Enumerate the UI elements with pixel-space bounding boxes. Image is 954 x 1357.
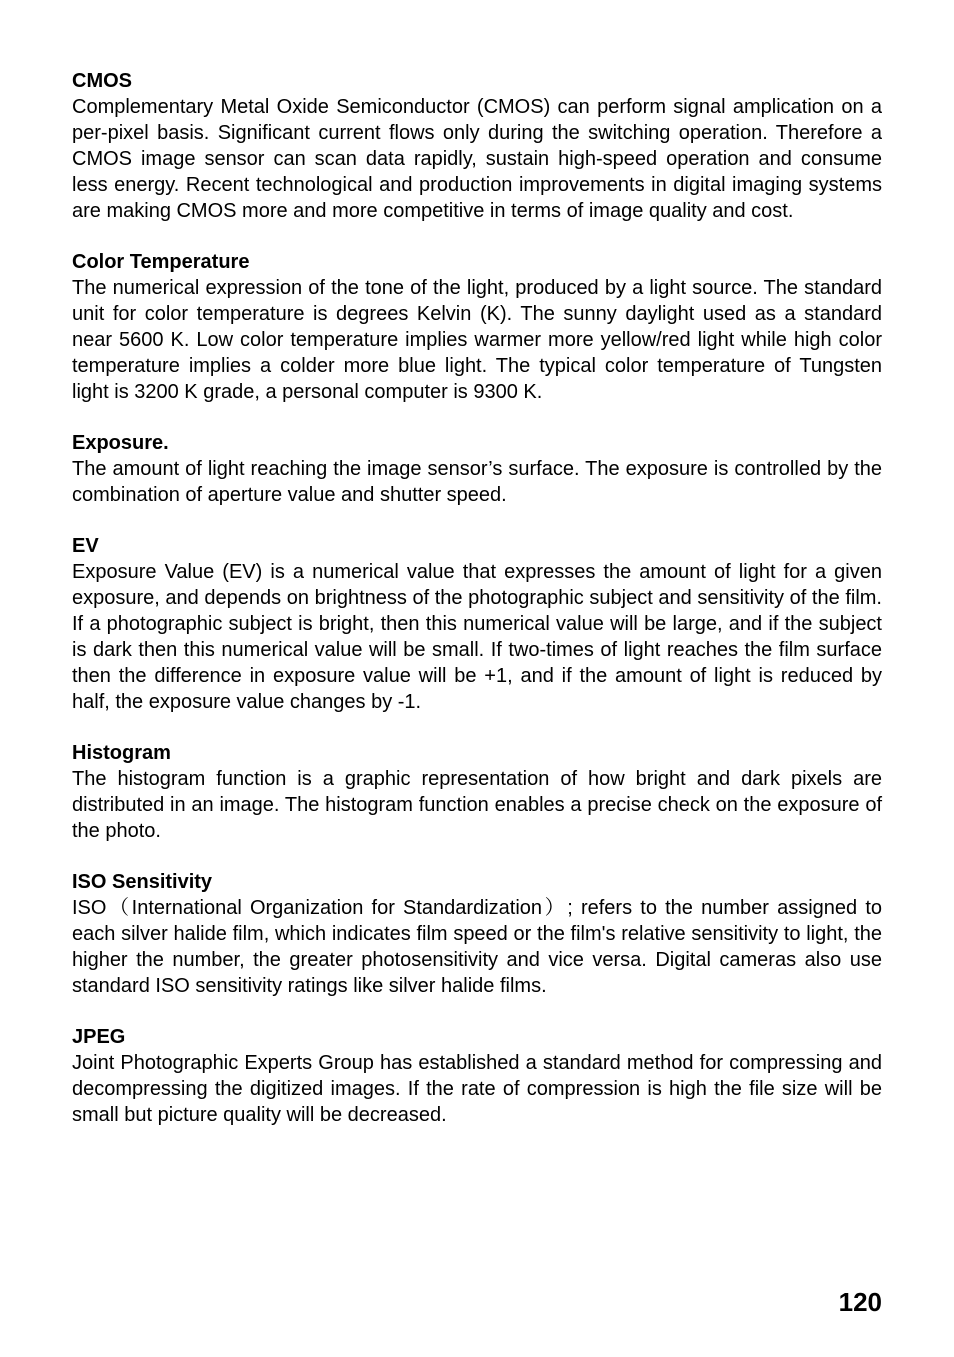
entry-definition: The numerical expression of the tone of the light, produced by a light source. The standard unit for color temperature is degrees Kelvin (K). The sunny daylight used as a standard near 5600 K. Low color temperature implies warmer more yellow/red light while high color temperature implies a colder more blue light. The typical color temperature of Tungsten light is 3200 K grade, a personal computer is 9300 K.	[72, 277, 882, 403]
glossary-entry-iso-sensitivity	[72, 869, 882, 999]
entry-term: Exposure.	[72, 432, 169, 454]
entry-definition: Complementary Metal Oxide Semiconductor (CMOS) can perform signal amplication on a per-pixel basis. Significant current flows only during the switching operation. Therefore a CMOS image sensor can scan data rapidly, sustain high-speed operation and consume less energy. Recent technological and production improvements in digital imaging systems are making CMOS more and more competitive in terms of image quality and cost.	[72, 96, 882, 222]
glossary-entry-histogram	[72, 740, 882, 844]
glossary-entry-jpeg	[72, 1024, 882, 1128]
glossary-page	[72, 68, 882, 1153]
glossary-entry-color-temperature	[72, 249, 882, 405]
entry-definition: Joint Photographic Experts Group has established a standard method for compressing and decompressing the digitized images. If the rate of compression is high the file size will be small but picture quality will be decreased.	[72, 1052, 882, 1126]
entry-term: EV	[72, 535, 99, 557]
entry-term: Color Temperature	[72, 251, 250, 273]
entry-term: JPEG	[72, 1026, 126, 1048]
glossary-entry-cmos	[72, 68, 882, 224]
entry-term: CMOS	[72, 70, 132, 92]
entry-definition: The amount of light reaching the image sensor’s surface. The exposure is controlled by the combination of aperture value and shutter speed.	[72, 458, 882, 506]
entry-term: Histogram	[72, 742, 171, 764]
glossary-entry-exposure	[72, 430, 882, 508]
page-number: 120	[838, 1287, 882, 1317]
entry-definition: The histogram function is a graphic representation of how bright and dark pixels are distributed in an image. The histogram function enables a precise check on the exposure of the photo.	[72, 768, 882, 842]
glossary-entry-ev	[72, 533, 882, 715]
entry-definition: Exposure Value (EV) is a numerical value that expresses the amount of light for a given exposure, and depends on brightness of the photographic subject and sensitivity of the film. If a photographic subject is bright, then this numerical value will be large, and if the subject is dark then this numerical value will be small. If two-times of light reaches the film surface then the difference in exposure value will be +1, and if the amount of light is reduced by half, the exposure value changes by -1.	[72, 561, 882, 713]
entry-term: ISO Sensitivity	[72, 871, 213, 893]
entry-definition: ISO（International Organization for Standardization）; refers to the number assigned to each silver halide film, which indicates film speed or the film's relative sensitivity to light, the higher the number, the greater photosensitivity and vice versa. Digital cameras also use standard ISO sensitivity ratings like silver halide films.	[72, 897, 882, 997]
